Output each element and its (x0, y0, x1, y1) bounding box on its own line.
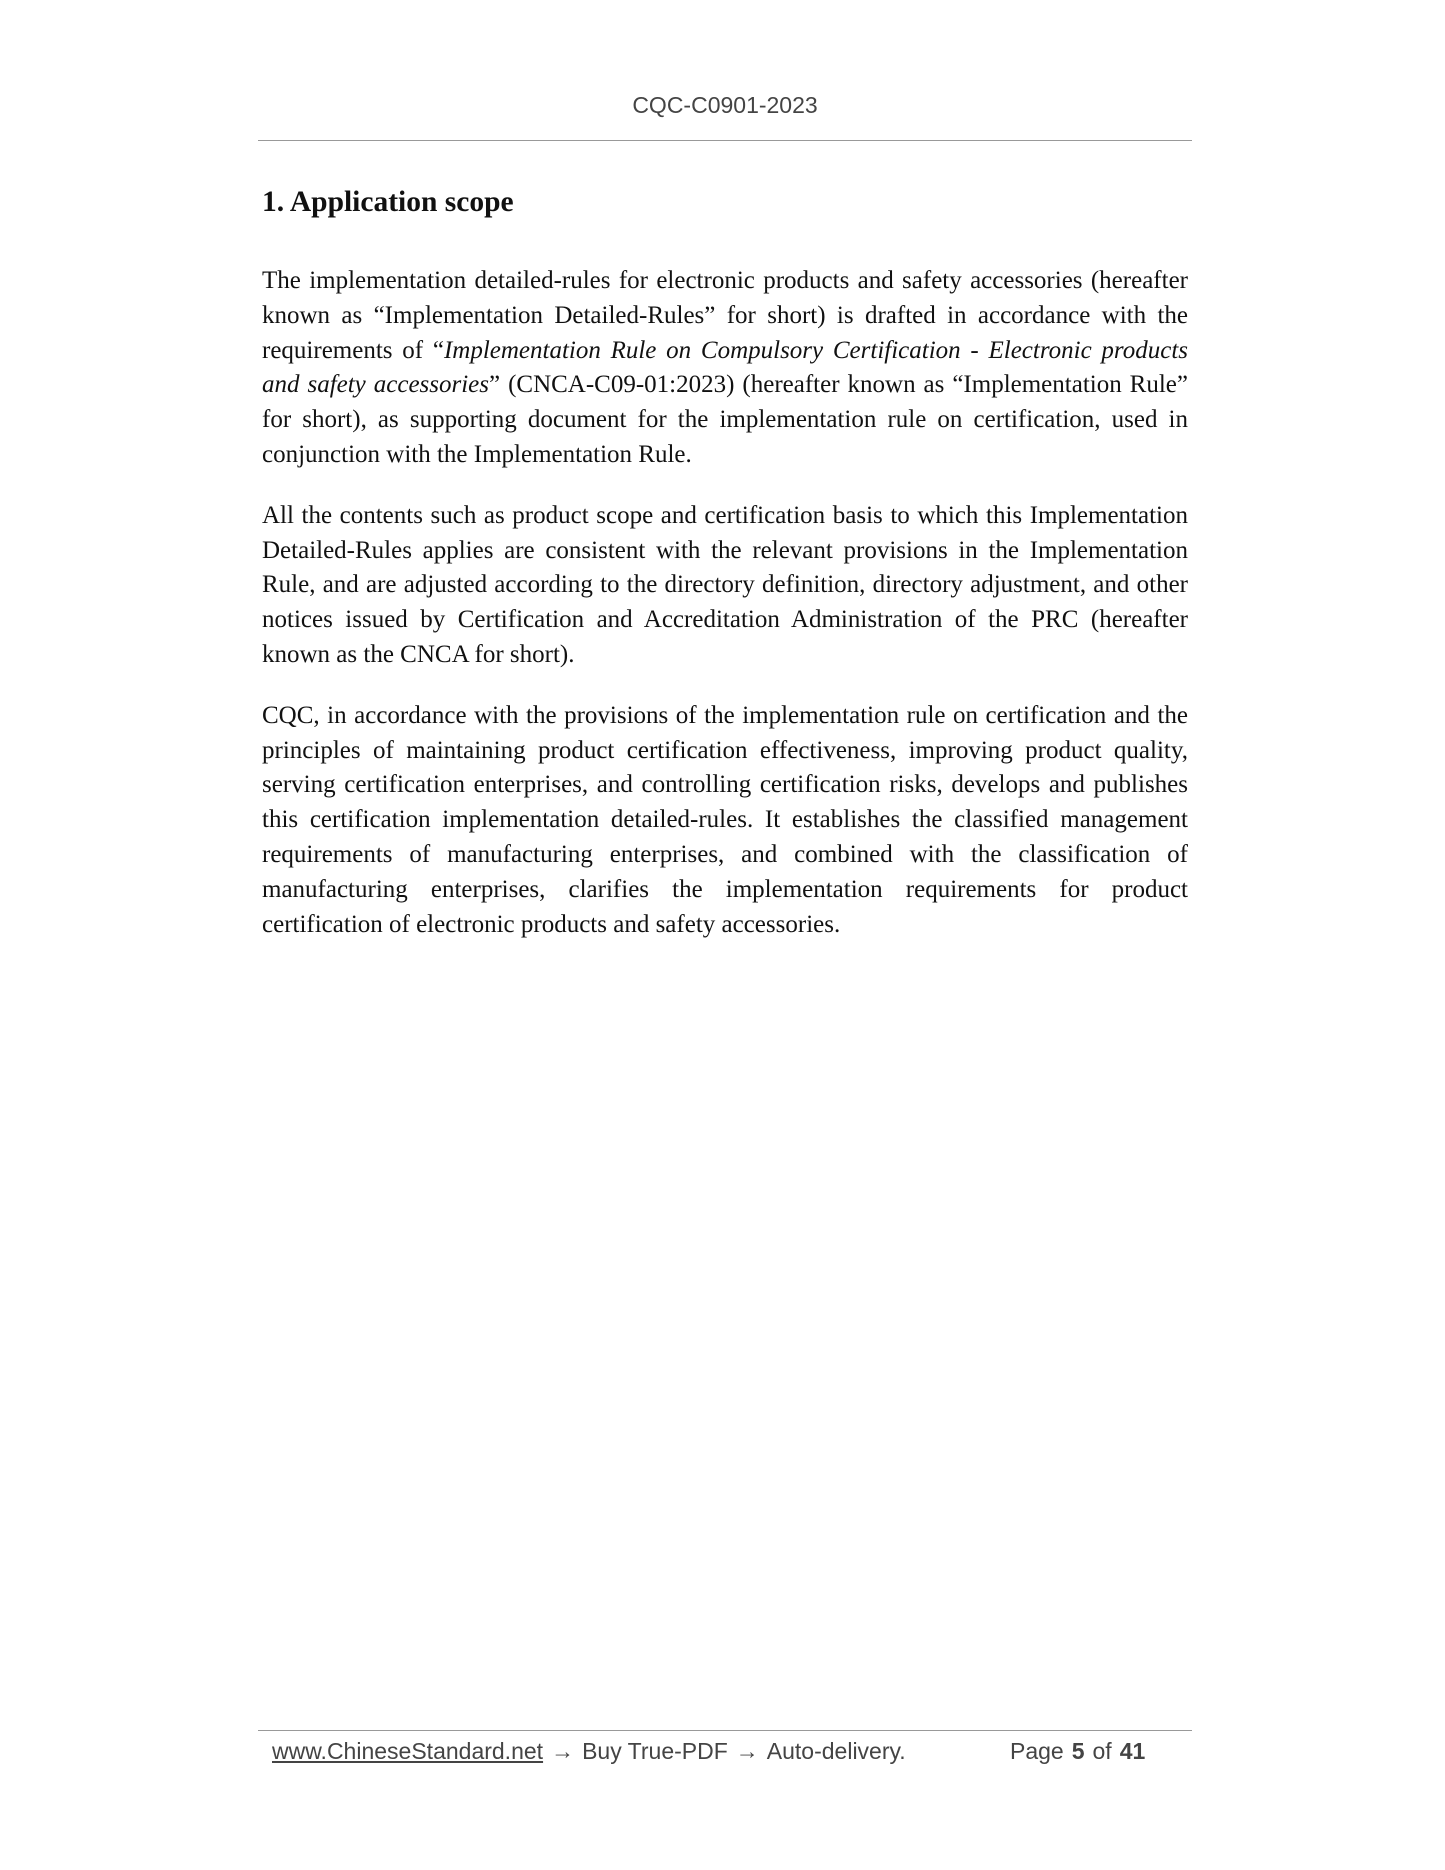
page-current: 5 (1071, 1738, 1085, 1764)
paragraph-1-text-a: The implementation detailed-rules for electronic products and safety accessories (hereafter known as “Implementation Detailed-Rules” for short) is drafted in accordance with the requirements of “ (262, 267, 1188, 364)
paragraph-1-text-b: ” (CNCA-C09-01:2023) (hereafter known as “Implementation Rule” for short), as supporting document for the implementation rule on certification, used in conjunction with the Implementation Rule. (262, 371, 1188, 468)
paragraph-3: CQC, in accordance with the provisions of the implementation rule on certification and the principles of maintaining product certification effectiveness, improving product quality, serving certification enterprises, and controlling certification risks, develops and publishes this certification implementation detailed-rules. It establishes the classified management requirements of manufacturing enterprises, and combined with the classification of manufacturing enterprises, clarifies the implementation requirements for product certification of electronic products and safety accessories. (262, 701, 1188, 938)
page-footer (272, 1736, 1172, 1766)
buy-text: Buy True-PDF (582, 1738, 728, 1764)
page-body (262, 180, 1188, 968)
page-total: 41 (1119, 1738, 1146, 1764)
arrow-right-icon: → (551, 1738, 575, 1764)
header-divider (258, 140, 1192, 141)
page-of: of (1092, 1738, 1112, 1764)
section-heading: 1. Application scope (262, 186, 514, 218)
arrow-right-icon: → (735, 1738, 759, 1764)
delivery-text: Auto-delivery. (766, 1738, 906, 1764)
paragraph-2: All the contents such as product scope and certification basis to which this Implementation Detailed-Rules applies are consistent with the relevant provisions in the Implementation Rule, and are adjusted according to the directory definition, directory adjustment, and other notices issued by Certification and Accreditation Administration of the PRC (hereafter known as the CNCA for short). (262, 501, 1188, 668)
running-header (258, 92, 1192, 119)
website-link[interactable]: www.ChineseStandard.net (272, 1738, 544, 1764)
page-label: Page (1010, 1738, 1064, 1764)
paragraph-1 (262, 264, 1188, 473)
paragraph-1-italic-title: Implementation Rule on Compulsory Certification - Electronic products and safety accessories (262, 336, 1188, 399)
page-indicator (1010, 1736, 1145, 1766)
document-code: CQC-C0901-2023 (632, 92, 818, 118)
footer-divider (258, 1730, 1192, 1731)
